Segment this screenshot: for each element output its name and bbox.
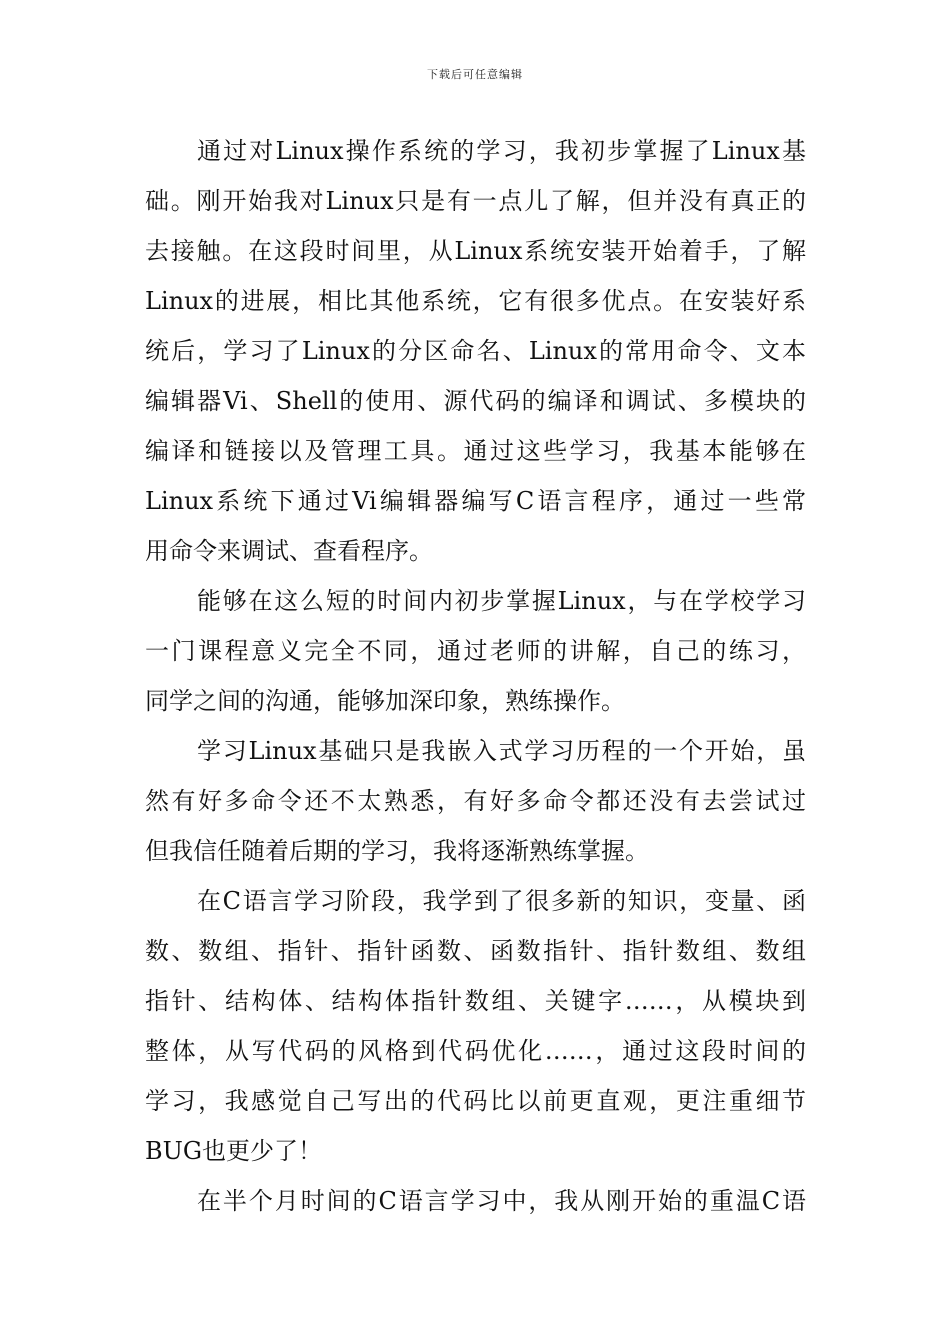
- text-line: 学习，我感觉自己写出的代码比以前更直观，更注重细节: [145, 1087, 806, 1115]
- text-line: 在C语言学习阶段，我学到了很多新的知识，变量、函: [197, 887, 806, 915]
- text-line: 通过对Linux操作系统的学习，我初步掌握了Linux基: [197, 137, 806, 165]
- text-line: 在半个月时间的C语言学习中，我从刚开始的重温C语: [197, 1187, 806, 1215]
- text-line: 用命令来调试、查看程序。: [145, 537, 433, 565]
- text-line: BUG也更少了！: [145, 1137, 323, 1165]
- text-line: 编译和链接以及管理工具。通过这些学习，我基本能够在: [145, 437, 806, 465]
- paragraph-5: [145, 1176, 806, 1226]
- text-line: 去接触。在这段时间里，从Linux系统安装开始着手，了解: [145, 237, 806, 265]
- text-line: Linux的进展，相比其他系统，它有很多优点。在安装好系: [145, 287, 806, 315]
- text-line: Linux系统下通过Vi编辑器编写C语言程序，通过一些常: [145, 487, 806, 515]
- paragraph-3: [145, 726, 806, 876]
- document-body: [145, 126, 806, 1226]
- text-line: 指针、结构体、结构体指针数组、关键字……，从模块到: [145, 987, 806, 1015]
- text-line: 础。刚开始我对Linux只是有一点儿了解，但并没有真正的: [145, 187, 806, 215]
- text-line: 编辑器Vi、Shell的使用、源代码的编译和调试、多模块的: [145, 387, 806, 415]
- text-line: 但我信任随着后期的学习，我将逐渐熟练掌握。: [145, 837, 649, 865]
- text-line: 数、数组、指针、指针函数、函数指针、指针数组、数组: [145, 937, 806, 965]
- page-header: 下载后可任意编辑: [427, 68, 523, 81]
- paragraph-2: [145, 576, 806, 726]
- text-line: 整体，从写代码的风格到代码优化……，通过这段时间的: [145, 1037, 806, 1065]
- paragraph-1: [145, 126, 806, 576]
- text-line: 一门课程意义完全不同，通过老师的讲解，自己的练习，: [145, 637, 806, 665]
- text-line: 同学之间的沟通，能够加深印象，熟练操作。: [145, 687, 625, 715]
- text-line: 学习Linux基础只是我嵌入式学习历程的一个开始，虽: [197, 737, 806, 765]
- paragraph-4: [145, 876, 806, 1176]
- text-line: 统后，学习了Linux的分区命名、Linux的常用命令、文本: [145, 337, 806, 365]
- text-line: 然有好多命令还不太熟悉，有好多命令都还没有去尝试过: [145, 787, 806, 815]
- text-line: 能够在这么短的时间内初步掌握Linux，与在学校学习: [197, 587, 806, 615]
